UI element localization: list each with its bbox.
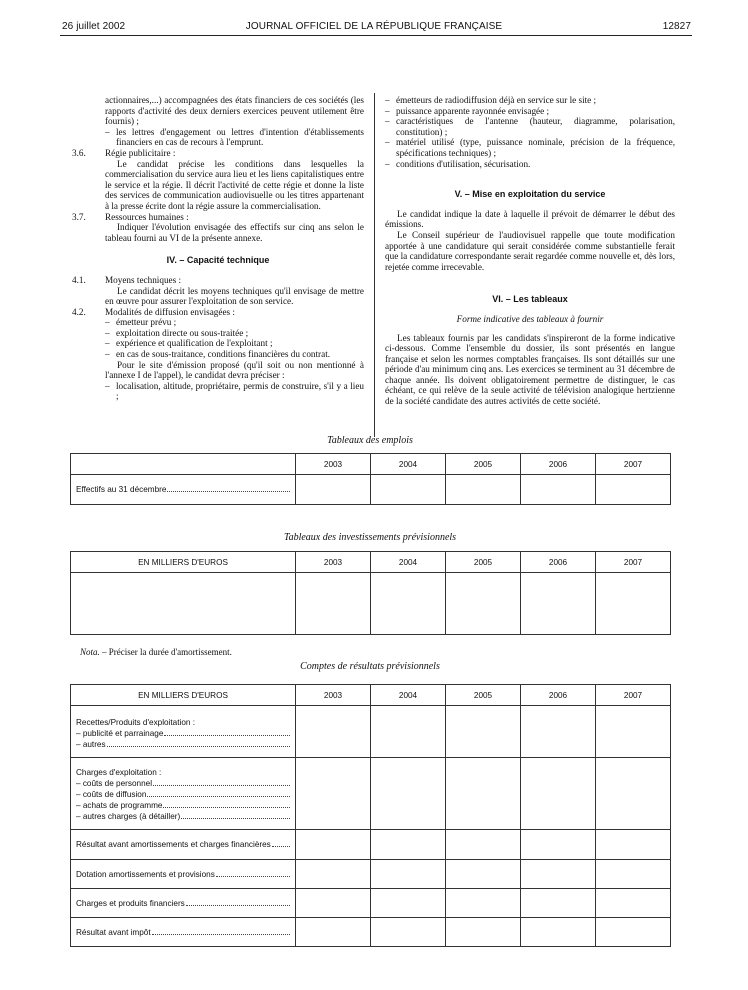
list-item: – exploitation directe ou sous-traitée ; xyxy=(105,327,249,338)
unit-header: EN MILLIERS D'EUROS xyxy=(71,685,296,706)
table-row-label: Recettes/Produits d'exploitation : – publicité et parrainage – autres xyxy=(71,706,296,758)
right-column xyxy=(385,95,675,407)
list-item: – les lettres d'engagement ou lettres d'intention d'établissements financiers en cas de recours à l'emprunt. xyxy=(105,126,364,148)
header-rule xyxy=(60,35,692,36)
table-investissements xyxy=(70,551,671,635)
year-header: 2005 xyxy=(446,454,521,475)
list-item: – localisation, altitude, propriétaire, permis de construire, s'il y a lieu ; xyxy=(105,380,364,402)
table-row-label: Dotation amortissements et provisions xyxy=(71,860,296,889)
year-header: 2006 xyxy=(521,552,596,573)
paragraph: actionnaires,...) accompagnées des états financiers de ces sociétés (les rapports d'activité des deux derniers exercices peuvent utilement être fournis) ; xyxy=(105,95,364,127)
year-header: 2003 xyxy=(296,685,371,706)
section-heading-v: V. – Mise en exploitation du service xyxy=(454,189,606,200)
year-header: 2005 xyxy=(446,685,521,706)
section-3-7-title: 3.7. Ressources humaines : xyxy=(72,211,189,222)
list-item: – puissance apparente rayonnée envisagée ; xyxy=(385,105,550,116)
table-row-label: Résultat avant impôt xyxy=(71,918,296,947)
list-item: – en cas de sous-traitance, conditions financières du contrat. xyxy=(105,349,331,360)
left-column xyxy=(72,95,364,402)
table-row-label: Effectifs au 31 décembre xyxy=(71,475,296,505)
paragraph: Le Conseil supérieur de l'audiovisuel rappelle que toute modification apportée à une candidature qui serait considérée comme substantielle ferait que la candidature correspondante serait regardée comme nouvelle et, dès lors, rejetée comme irrecevable. xyxy=(385,229,675,272)
nota: Nota. – Préciser la durée d'amortissement. xyxy=(80,647,232,657)
year-header: 2006 xyxy=(521,685,596,706)
section-4-1-text: Le candidat décrit les moyens techniques qu'il envisage de mettre en œuvre pour assurer l'exploitation de son service. xyxy=(105,285,364,307)
year-header: 2005 xyxy=(446,552,521,573)
list-item: – émetteur prévu ; xyxy=(105,317,177,328)
year-header: 2004 xyxy=(371,685,446,706)
table-resultats xyxy=(70,684,671,947)
list-item: – matériel utilisé (type, puissance nominale, précision de la fréquence, spécifications techniques) ; xyxy=(385,137,675,158)
section-heading-iv: IV. – Capacité technique xyxy=(166,255,270,266)
table-emplois xyxy=(70,453,671,505)
table-row-label: Charges d'exploitation : – coûts de personnel – coûts de diffusion – achats de programme – autres charges (à détailler) xyxy=(71,758,296,830)
section-heading-vi: VI. – Les tableaux xyxy=(492,294,568,305)
year-header: 2004 xyxy=(371,454,446,475)
list-item: – émetteurs de radiodiffusion déjà en service sur le site ; xyxy=(385,95,597,105)
year-header: 2007 xyxy=(596,685,671,706)
section-4-2-text: Pour le site d'émission proposé (qu'il soit ou non mentionné à l'annexe I de l'appel), le candidat devra préciser : xyxy=(105,359,364,381)
column-divider xyxy=(374,93,375,437)
section-4-1-title: 4.1. Moyens techniques : xyxy=(72,274,182,285)
section-3-6-text: Le candidat précise les conditions dans lesquelles la commercialisation du service aura lieu et les liens capitalistiques entre le service et la régie. Il décrit l'activité de cette régie et donne la liste des services de communication audiovisuelle ou les titres appartenant à la presse écrite dont la régie assure la commercialisation. xyxy=(105,158,364,211)
table-row-label: Charges et produits financiers xyxy=(71,889,296,918)
section-4-2-title: 4.2. Modalités de diffusion envisagées : xyxy=(72,306,235,317)
caption-emplois: Tableaux des emplois xyxy=(327,435,413,446)
year-header: 2003 xyxy=(296,454,371,475)
section-subheading: Forme indicative des tableaux à fournir xyxy=(456,313,604,324)
paragraph: Le candidat indique la date à laquelle il prévoit de démarrer le début des émissions. xyxy=(385,208,675,230)
year-header: 2004 xyxy=(371,552,446,573)
unit-header: EN MILLIERS D'EUROS xyxy=(71,552,296,573)
caption-resultats: Comptes de résultats prévisionnels xyxy=(300,661,440,672)
section-3-6-title: 3.6. Régie publicitaire : xyxy=(72,147,176,158)
header-date: 26 juillet 2002 xyxy=(62,21,126,32)
caption-investissements: Tableaux des investissements prévisionnels xyxy=(283,532,457,543)
page-number: 12827 xyxy=(662,21,691,32)
journal-title: JOURNAL OFFICIEL DE LA RÉPUBLIQUE FRANÇAISE xyxy=(245,21,503,32)
section-3-7-text: Indiquer l'évolution envisagée des effectifs sur cinq ans selon le tableau fourni au VI de la présente annexe. xyxy=(105,222,364,243)
year-header: 2003 xyxy=(296,552,371,573)
year-header: 2006 xyxy=(521,454,596,475)
list-item: – caractéristiques de l'antenne (hauteur, diagramme, polarisation, constitution) ; xyxy=(385,116,675,137)
list-item: – conditions d'utilisation, sécurisation. xyxy=(385,158,531,169)
year-header: 2007 xyxy=(596,454,671,475)
year-header: 2007 xyxy=(596,552,671,573)
paragraph: Les tableaux fournis par les candidats s'inspireront de la forme indicative ci-dessous. Comme l'ensemble du dossier, ils sont présentés en langue française et selon les normes comptables françaises. Ils sont détaillés sur une période d'au minimum cinq ans. Les exercices se terminent au 31 décembre de chaque année. Ils doivent obligatoirement permettre de distinguer, le cas échéant, ce qui relève de la seule activité de télévision analogique hertzienne de la société candidate des autres activités de cette société. xyxy=(385,332,675,407)
table-row-label: Résultat avant amortissements et charges financières xyxy=(71,830,296,860)
list-item: – expérience et qualification de l'exploitant ; xyxy=(105,338,273,349)
